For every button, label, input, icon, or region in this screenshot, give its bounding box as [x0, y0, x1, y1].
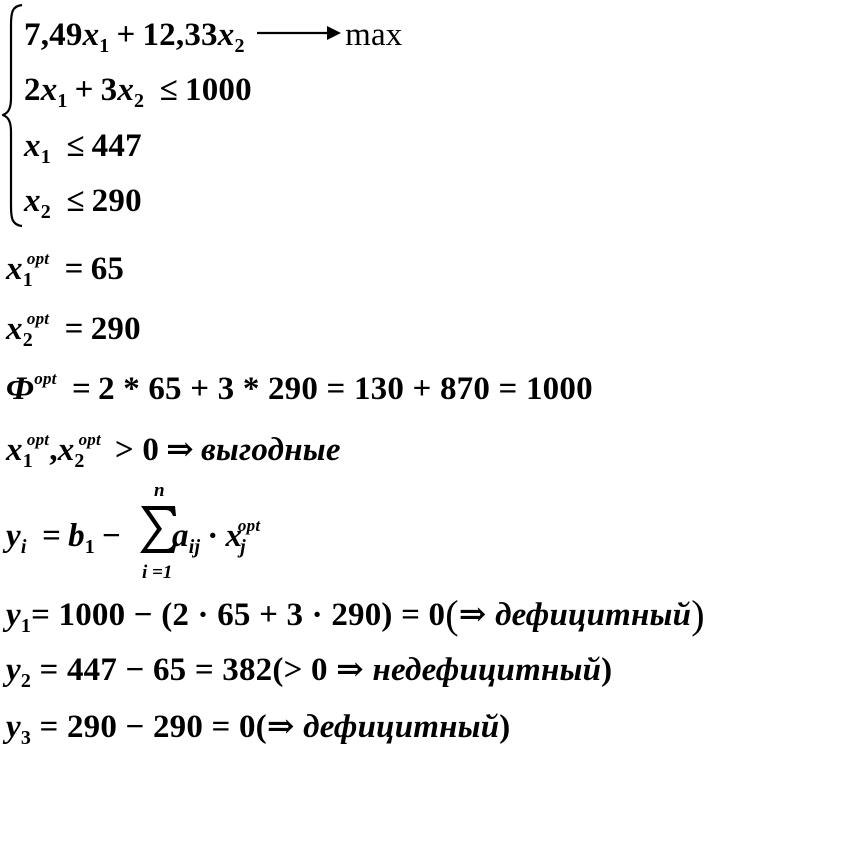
x2-opt-line: $x_2^{opt} = 290$	[6, 309, 141, 351]
var-x: x	[82, 17, 100, 53]
sum-lower-limit: i =1	[142, 562, 173, 583]
x1-opt-value: 65	[90, 251, 125, 287]
sum-sign-icon	[138, 502, 178, 556]
constraint-2: $x_1 \le 447$	[24, 128, 142, 168]
objective-line: $7,49x_1 + 12,33x_2$ max	[24, 17, 403, 57]
y1-line: $y_1= 1000 - (2 \cdot 65 + 3 \cdot 290)$ = 0(⇒ дефицитный)	[6, 592, 705, 637]
y2-status: недефицитный	[372, 652, 602, 688]
y3-expression: = 290 − 290 = 0(⇒	[39, 709, 304, 745]
x2-opt-value: 290	[90, 311, 141, 347]
system-brace	[2, 3, 24, 228]
phi-line: $Ф^{opt} = 2 * 65 + 3 * 290 = 130 + 870 = 1000$	[6, 369, 593, 407]
coef-x1: 7,49	[24, 17, 83, 53]
sum-upper-limit: n	[154, 480, 165, 501]
y1-expression: = 1000 − (2 · 65 + 3 · 290) = 0	[31, 597, 446, 633]
y3-status: дефицитный	[303, 709, 500, 745]
phi-expression: 2 * 65 + 3 * 290 = 130 + 870 = 1000	[98, 371, 593, 407]
constraint-1: $2x_1 + 3x_2 \le 1000$	[24, 72, 252, 112]
x1-opt-line: $x_1^{opt} = 65$	[6, 249, 125, 291]
max-label: max	[345, 17, 403, 53]
y2-expression: = 447 − 65 = 382(> 0 ⇒	[39, 652, 373, 688]
coef-x2: 12,33	[142, 17, 218, 53]
y2-line: $y_2 = 447 - 65 = 382(> 0$ ⇒ недефицитный)	[6, 652, 613, 692]
y3-line: $y_3 = 290 - 290$ = 0(⇒ дефицитный)	[6, 709, 511, 749]
profitable-label: выгодные	[200, 432, 341, 468]
constraint-3: $x_2 \le 290$	[24, 183, 142, 223]
slack-formula-line: $y_i = b_1 - a_{ij} \cdot x_j^{opt}$	[6, 516, 261, 558]
long-arrow-icon	[257, 23, 343, 43]
y1-status: дефицитный	[495, 597, 692, 633]
profitable-line: $x_1^{opt},x_2^{opt} > 0$ ⇒ выгодные	[6, 430, 341, 472]
